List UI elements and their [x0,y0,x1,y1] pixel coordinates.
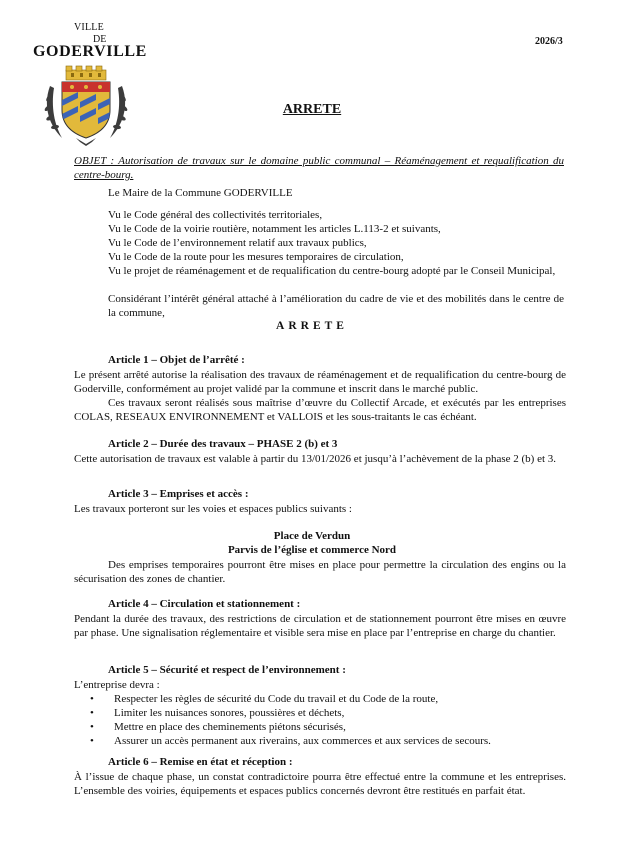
article-2-title: Article 2 – Durée des travaux – PHASE 2 (b) et 3 [108,438,338,450]
article-4-title: Article 4 – Circulation et stationnement : [108,598,301,610]
bullet-icon: • [90,693,94,705]
list-item [90,720,346,734]
list-item-text: Respecter les règles de sécurité du Code du travail et du Code de la route, [114,693,439,705]
page-title: ARRETE [282,102,342,117]
vu-line: Vu le projet de réaménagement et de requalification du centre-bourg adopté par le Conseil Municipal, [108,265,556,277]
header-ville: VILLE [74,22,104,33]
maire-line: Le Maire de la Commune GODERVILLE [108,187,293,199]
article-3-paragraph: Les travaux porteront sur les voies et espaces publics suivants : [74,503,352,515]
article-5-title: Article 5 – Sécurité et respect de l’environnement : [108,664,346,676]
article-5-intro: L’entreprise devra : [74,679,160,691]
objet-line: OBJET : Autorisation de travaux sur le domaine public communal – Réaménagement et requalification du centre-bourg. [74,155,564,181]
vu-line: Vu le Code général des collectivités territoriales, [108,209,323,221]
article-3-title: Article 3 – Emprises et accès : [108,488,249,500]
article-1-paragraph: Ces travaux seront réalisés sous maîtrise d’œuvre du Collectif Arcade, et exécutés par les entreprises COLAS, RESEAUX ENVIRONNEMENT et VALLOIS et les sous-traitants le cas échéant. [74,397,566,423]
vu-line: Vu le Code de la route pour les mesures temporaires de circulation, [108,251,404,263]
bullet-icon: • [90,735,94,747]
article-3-paragraph: Des emprises temporaires pourront être mises en place pour permettre la circulation des engins ou la sécurisation des zones de chantier. [74,559,566,585]
bullet-icon: • [90,721,94,733]
place-name: Place de Verdun [273,530,351,542]
list-item [90,692,438,706]
header-de: DE [93,34,107,45]
article-6-title: Article 6 – Remise en état et réception : [108,756,293,768]
list-item-text: Limiter les nuisances sonores, poussières et déchets, [114,707,345,719]
considerant-line: Considérant l’intérêt général attaché à l’amélioration du cadre de vie et des mobilités dans le centre de la commune, [108,293,564,319]
list-item-text: Mettre en place des cheminements piétons sécurisés, [114,721,346,733]
place-name: Parvis de l’église et commerce Nord [227,544,397,556]
vu-line: Vu le Code de la voirie routière, notamment les articles L.113-2 et suivants, [108,223,441,235]
article-1-title: Article 1 – Objet de l’arrêté : [108,354,245,366]
article-4-paragraph: Pendant la durée des travaux, des restrictions de circulation et de stationnement pourront être mises en œuvre par phase. Une signalisation réglementaire et visible sera mise en place par l’entreprise en charge du chantier. [74,613,566,639]
list-item-text: Assurer un accès permanent aux riverains, aux commerces et aux services de secours. [114,735,491,747]
list-item [90,734,491,748]
article-1-paragraph: Le présent arrêté autorise la réalisation des travaux de réaménagement et de requalification du centre-bourg de Goderville, conformément au projet validé par la commune et inscrit dans le marché public. [74,369,566,395]
article-2-paragraph: Cette autorisation de travaux est valable à partir du 13/01/2026 et jusqu’à l’achèvement de la phase 2 (b) et 3. [74,453,557,465]
vu-line: Vu le Code de l’environnement relatif aux travaux publics, [108,237,367,249]
article-6-paragraph: À l’issue de chaque phase, un constat contradictoire pourra être effectué entre la commune et les entreprises. L’ensemble des voiries, équipements et espaces publics concernés devront être restitués en parfait état. [74,771,566,797]
list-item [90,706,344,720]
bullet-icon: • [90,707,94,719]
decree-number: 2026/3 [535,36,563,47]
header-town-name: GODERVILLE [33,43,147,60]
arrete-heading: ARRETE [276,320,348,332]
